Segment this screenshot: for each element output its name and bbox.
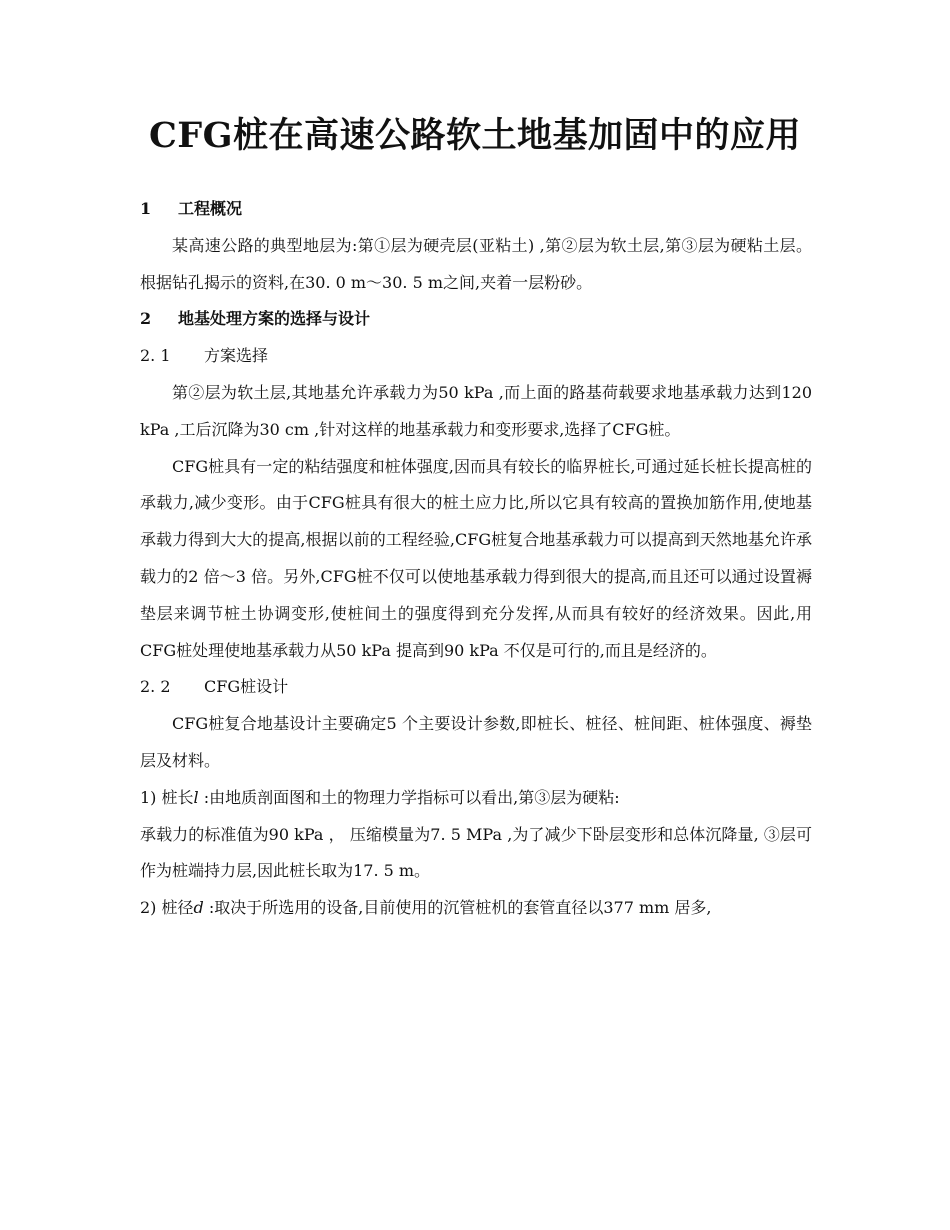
item-symbol: d (193, 898, 204, 918)
section-title: 地基处理方案的选择与设计 (178, 309, 371, 329)
page-title: CFG桩在高速公路软土地基加固中的应用 (148, 115, 802, 156)
paragraph: 承载力的标准值为90 kPa ， 压缩模量为7. 5 MPa ,为了减少下卧层变形和总体沉降量, ③层可作为桩端持力层,因此桩长取为17. 5 m。 (140, 824, 812, 881)
subsection-number: 2. 2 (140, 677, 171, 697)
section-title: 工程概况 (178, 199, 243, 218)
paragraph: 某高速公路的典型地层为:第①层为硬壳层(亚粘土) ,第②层为软土层,第③层为硬粘土层。根据钻孔揭示的资料,在30. 0 m～30. 5 m之间,夹着一层粉砂。 (140, 235, 812, 292)
section-number: 2 (140, 309, 152, 329)
subsection-heading (140, 669, 812, 706)
item-label: 1) 桩长 (140, 787, 194, 807)
document-body (140, 191, 812, 927)
section-heading (140, 191, 812, 228)
list-item (140, 780, 812, 817)
paragraph: CFG桩复合地基设计主要确定5 个主要设计参数,即桩长、桩径、桩间距、桩体强度、褥垫层及材料。 (140, 714, 812, 770)
item-text: :由地质剖面图和土的物理力学指标可以看出,第③层为硬粘: (198, 787, 620, 807)
item-symbol: l (193, 787, 199, 807)
section-number: 1 (140, 199, 152, 218)
subsection-title: 方案选择 (204, 346, 269, 366)
item-text: :取决于所选用的设备,目前使用的沉管桩机的套管直径以377 mm 居多, (203, 898, 712, 918)
paragraph: 第②层为软土层,其地基允许承载力为50 kPa ,而上面的路基荷载要求地基承载力达到120 kPa ,工后沉降为30 cm ,针对这样的地基承载力和变形要求,选择了CFG桩。 (140, 382, 812, 439)
list-item (140, 890, 812, 927)
subsection-title: CFG桩设计 (204, 677, 289, 697)
paragraph: CFG桩具有一定的粘结强度和桩体强度,因而具有较长的临界桩长,可通过延长桩长提高桩的承载力,减少变形。由于CFG桩具有很大的桩土应力比,所以它具有较高的置换加筋作用,使地基承载力得到大大的提高,根据以前的工程经验,CFG桩复合地基承载力可以提高到天然地基允许承载力的2 倍～3 倍。另外,CFG桩不仅可以使地基承载力得到很大的提高,而且还可以通过设置褥垫层来调节桩土协调变形,使桩间土的强度得到充分发挥,从而具有较好的经济效果。因此,用CFG桩处理使地基承载力从50 kPa 提高到90 kPa 不仅是可行的,而且是经济的。 (140, 456, 812, 660)
subsection-heading (140, 338, 812, 375)
item-label: 2) 桩径 (140, 898, 194, 918)
subsection-number: 2. 1 (140, 346, 171, 366)
section-heading (140, 301, 812, 338)
